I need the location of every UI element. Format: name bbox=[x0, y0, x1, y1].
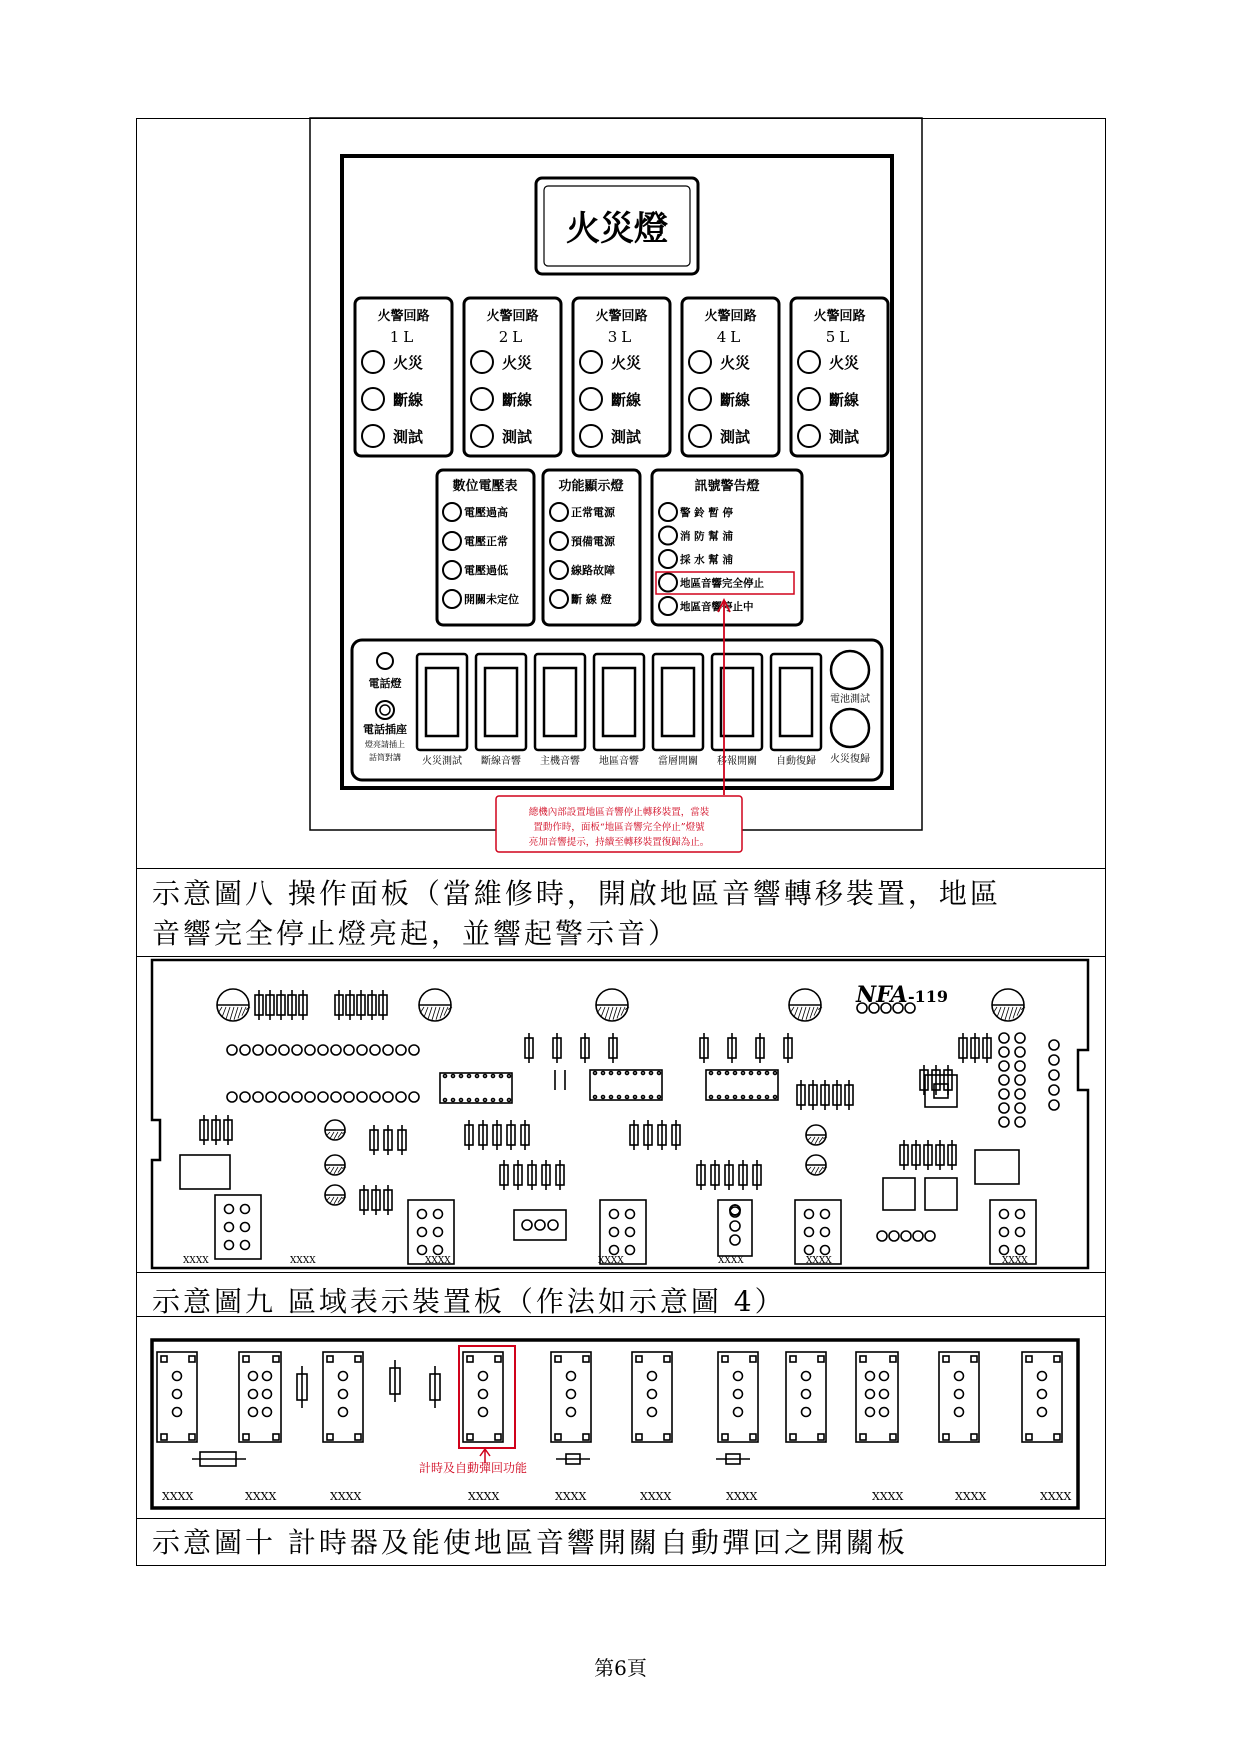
lamp-label: 採 水 幫 浦 bbox=[680, 554, 733, 566]
switch-label: 當層開關 bbox=[658, 756, 698, 767]
circuit-group bbox=[573, 298, 670, 456]
indicator-lamp bbox=[580, 425, 602, 447]
lamp-label: 斷線 bbox=[829, 391, 860, 409]
battery-test-button bbox=[831, 651, 869, 689]
rocker-switch bbox=[417, 654, 467, 767]
operation-panel-figure bbox=[0, 0, 1241, 870]
lamp-label: 火災 bbox=[611, 354, 642, 372]
indicator-lamp bbox=[550, 532, 568, 550]
lamp-label: 警 鈴 暫 停 bbox=[680, 507, 733, 519]
lamp-label: 測試 bbox=[720, 428, 751, 446]
pcb-label: XXXX bbox=[1040, 1490, 1072, 1503]
circuit-group bbox=[791, 298, 888, 456]
circuit-head: 火警回路 bbox=[595, 309, 648, 324]
pcb-label: XXXX bbox=[718, 1256, 744, 1266]
phone-lamp-indicator bbox=[377, 653, 393, 669]
function-display-items bbox=[550, 503, 616, 608]
circuit-number: 3L bbox=[607, 328, 636, 346]
indicator-lamp bbox=[362, 425, 384, 447]
indicator-lamp bbox=[443, 590, 461, 608]
lamp-label: 電壓過低 bbox=[464, 564, 508, 577]
circuit-head: 火警回路 bbox=[813, 309, 866, 324]
fire-reset-label: 火災復歸 bbox=[830, 754, 870, 765]
lamp-label: 斷線 bbox=[393, 391, 424, 409]
board-model: NFA bbox=[856, 982, 908, 1008]
lamp-label: 開關未定位 bbox=[464, 593, 519, 606]
signal-lamps-title: 訊號警告燈 bbox=[694, 479, 760, 494]
indicator-lamp bbox=[689, 351, 711, 373]
panel-title: 火災燈 bbox=[566, 209, 668, 249]
rocker-switch bbox=[771, 654, 821, 767]
indicator-lamp bbox=[362, 388, 384, 410]
zone-display-board-figure bbox=[0, 950, 1241, 1280]
switch-label: 火災測試 bbox=[422, 756, 462, 767]
circuit-head: 火警回路 bbox=[377, 309, 430, 324]
indicator-lamp bbox=[471, 388, 493, 410]
voltmeter-title: 數位電壓表 bbox=[452, 479, 518, 494]
circuit-number: 1L bbox=[389, 328, 418, 346]
caption-figure8-line2: 音響完全停止燈亮起，並響起警示音） bbox=[152, 917, 680, 950]
indicator-lamp bbox=[659, 550, 677, 568]
circuit-group bbox=[355, 298, 452, 456]
circuit-number: 5L bbox=[825, 328, 854, 346]
lamp-label: 測試 bbox=[829, 428, 860, 446]
caption-figure10: 示意圖十 計時器及能使地區音響開關自動彈回之開關板 bbox=[152, 1526, 908, 1559]
pcb-label: XXXX bbox=[245, 1490, 277, 1503]
lamp-label: 地區音響停止中 bbox=[680, 601, 754, 613]
switch-label: 移報開關 bbox=[717, 756, 757, 767]
signal-lamps-items bbox=[659, 503, 764, 615]
timer-switch-board-figure bbox=[0, 1316, 1241, 1520]
phone-jack-icon bbox=[376, 701, 394, 719]
pcb-label: XXXX bbox=[726, 1490, 758, 1503]
lamp-label: 斷線 bbox=[611, 391, 642, 409]
voltmeter-items bbox=[443, 503, 519, 608]
lamp-label: 斷線 bbox=[720, 391, 751, 409]
lamp-label: 測試 bbox=[502, 428, 533, 446]
indicator-lamp bbox=[689, 388, 711, 410]
rocker-switch bbox=[712, 654, 762, 767]
indicator-lamp bbox=[471, 425, 493, 447]
indicator-lamp bbox=[659, 597, 677, 615]
indicator-lamp bbox=[798, 351, 820, 373]
circuit-head: 火警回路 bbox=[704, 309, 757, 324]
phone-jack-label: 電話插座 bbox=[363, 723, 407, 736]
pcb-label: XXXX bbox=[806, 1256, 832, 1266]
pcb-label: XXXX bbox=[468, 1490, 500, 1503]
lamp-label: 地區音響完全停止 bbox=[680, 577, 764, 590]
switch-label: 主機音響 bbox=[540, 756, 580, 767]
indicator-lamp bbox=[471, 351, 493, 373]
phone-lamp-label: 電話燈 bbox=[368, 677, 402, 690]
pcb-label: XXXX bbox=[955, 1490, 987, 1503]
pcb-label: XXXX bbox=[555, 1490, 587, 1503]
rocker-switch bbox=[594, 654, 644, 767]
indicator-lamp bbox=[550, 590, 568, 608]
lamp-label: 測試 bbox=[611, 428, 642, 446]
lamp-label: 消 防 幫 浦 bbox=[680, 530, 733, 543]
indicator-lamp bbox=[550, 561, 568, 579]
pcb-label: XXXX bbox=[1002, 1256, 1028, 1266]
rocker-switch bbox=[535, 654, 585, 767]
pcb-label: XXXX bbox=[290, 1256, 316, 1266]
phone-jack-note2: 話筒對講 bbox=[369, 753, 401, 762]
switch-label: 斷線音響 bbox=[481, 756, 521, 767]
circuit-groups bbox=[355, 298, 888, 456]
pcb-label: XXXX bbox=[162, 1490, 194, 1503]
timer-annotation: 計時及自動彈回功能 bbox=[419, 1461, 528, 1475]
lamp-label: 線路故障 bbox=[571, 564, 615, 577]
pcb-label: XXXX bbox=[425, 1256, 451, 1266]
indicator-lamp bbox=[798, 425, 820, 447]
lamp-label: 斷 線 燈 bbox=[571, 593, 612, 606]
caption-figure9: 示意圖九 區域表示裝置板（作法如示意圖 4） bbox=[152, 1285, 786, 1318]
lamp-label: 火災 bbox=[502, 354, 533, 372]
circuit-number: 2L bbox=[498, 328, 527, 346]
function-display-title: 功能顯示燈 bbox=[558, 479, 624, 494]
indicator-lamp bbox=[659, 503, 677, 521]
circuit-group bbox=[464, 298, 561, 456]
circuit-group bbox=[682, 298, 779, 456]
lamp-label: 測試 bbox=[393, 428, 424, 446]
switch-label: 地區音響 bbox=[599, 756, 639, 767]
caption-figure8-line1: 示意圖八 操作面板（當維修時，開啟地區音響轉移裝置，地區 bbox=[152, 877, 1001, 910]
lamp-label: 火災 bbox=[720, 354, 751, 372]
switch-row bbox=[417, 654, 821, 767]
annotation-line: 置動作時，面板“地區音響完全停止”燈號 bbox=[533, 822, 705, 833]
pcb-label: XXXX bbox=[598, 1256, 624, 1266]
pcb-label: XXXX bbox=[330, 1490, 362, 1503]
indicator-lamp bbox=[689, 425, 711, 447]
indicator-lamp bbox=[659, 574, 677, 592]
rocker-switch bbox=[476, 654, 526, 767]
lamp-label: 電壓正常 bbox=[464, 535, 508, 548]
phone-jack-note1: 燈亮請插上 bbox=[365, 740, 405, 749]
indicator-lamp bbox=[443, 561, 461, 579]
lamp-label: 正常電源 bbox=[571, 506, 615, 519]
lamp-label: 火災 bbox=[829, 354, 860, 372]
annotation-line: 亮加音響提示，持續至轉移裝置復歸為止。 bbox=[528, 837, 710, 848]
pcb-label: XXXX bbox=[183, 1256, 209, 1266]
annotation-line: 總機內部設置地區音響停止轉移裝置，當裝 bbox=[528, 807, 710, 818]
indicator-lamp bbox=[798, 388, 820, 410]
circuit-number: 4L bbox=[716, 328, 745, 346]
lamp-label: 預備電源 bbox=[571, 535, 615, 548]
fire-reset-button bbox=[831, 709, 869, 747]
indicator-lamp bbox=[580, 351, 602, 373]
indicator-lamp bbox=[443, 503, 461, 521]
switch-label: 自動復歸 bbox=[776, 756, 816, 767]
page-number: 第6頁 bbox=[594, 1656, 647, 1680]
rocker-switch bbox=[653, 654, 703, 767]
pcb-label: XXXX bbox=[872, 1490, 904, 1503]
indicator-lamp bbox=[580, 388, 602, 410]
indicator-lamp bbox=[550, 503, 568, 521]
pcb-label: XXXX bbox=[640, 1490, 672, 1503]
lamp-label: 電壓過高 bbox=[464, 506, 508, 519]
indicator-lamp bbox=[362, 351, 384, 373]
board-model-suffix: -119 bbox=[908, 987, 949, 1006]
lamp-label: 火災 bbox=[393, 354, 424, 372]
indicator-lamp bbox=[659, 527, 677, 545]
circuit-head: 火警回路 bbox=[486, 309, 539, 324]
battery-test-label: 電池測試 bbox=[830, 694, 870, 705]
indicator-lamp bbox=[443, 532, 461, 550]
lamp-label: 斷線 bbox=[502, 391, 533, 409]
